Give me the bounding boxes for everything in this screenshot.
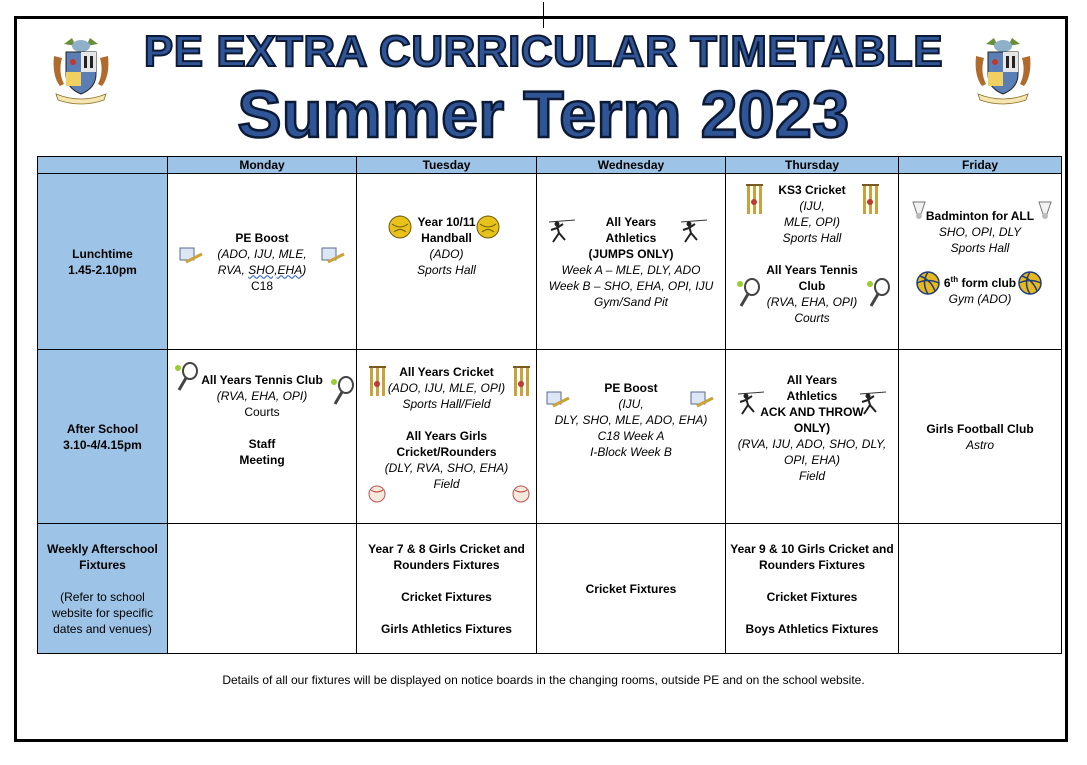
col-friday: Friday <box>899 157 1062 174</box>
cricket-stumps-icon <box>860 182 880 216</box>
venue-week-b: I-Block Week B <box>590 445 672 459</box>
cricket-stumps-icon <box>744 182 764 216</box>
venue: C18 <box>250 278 273 293</box>
col-wednesday: Wednesday <box>537 157 726 174</box>
venue: Sports Hall <box>782 231 842 245</box>
cell-after-tuesday <box>357 350 537 524</box>
activity-title-cont: Athletics <box>786 389 838 403</box>
staff-list: (ADO, IJU, MLE, OPI) <box>387 381 506 395</box>
activity-note: (JUMPS ONLY) <box>588 247 674 261</box>
row-time: 1.45-2.10pm <box>68 262 137 277</box>
cell-fixtures-monday <box>168 524 357 654</box>
cell-lunch-thursday <box>726 174 899 350</box>
javelin-thrower-icon <box>547 218 577 244</box>
row-label: After School <box>66 421 139 436</box>
staff-list: (ADO) <box>429 247 464 261</box>
venue: Gym/Sand Pit <box>593 295 669 309</box>
activity-note: ACK AND THROW <box>760 405 864 419</box>
cell-fixtures-tuesday <box>357 524 537 654</box>
activity-title: Badminton for ALL <box>925 209 1035 223</box>
tennis-racket-icon <box>736 278 762 308</box>
venue: Sports Hall <box>950 241 1010 255</box>
col-tuesday: Tuesday <box>357 157 537 174</box>
activity-title: All Years <box>605 215 657 229</box>
javelin-thrower-icon <box>679 218 709 244</box>
cell-lunch-wednesday <box>537 174 726 350</box>
row-after-school <box>38 350 1062 524</box>
rounders-ball-icon <box>367 484 387 504</box>
staff-list: SHO, OPI, DLY <box>938 225 1022 239</box>
week-b-staff: Week B – SHO, EHA, OPI, IJU <box>548 279 714 293</box>
col-thursday: Thursday <box>726 157 899 174</box>
spacer <box>361 573 532 589</box>
cell-fixtures-thursday <box>726 524 899 654</box>
footer-note: Details of all our fixtures will be displayed on notice boards in the changing rooms, outside PE and on the school website. <box>222 673 865 687</box>
row-label-fixtures <box>38 524 168 654</box>
shuttlecock-icon <box>909 200 929 220</box>
venue: Field <box>798 469 825 483</box>
cell-lunch-tuesday <box>357 174 537 350</box>
fixtures-note-end: dates and venues) <box>53 621 152 636</box>
staff-list: (RVA, EHA, OPI) <box>766 295 858 309</box>
cell-lunch-friday <box>899 174 1062 350</box>
row-time: 3.10-4/4.15pm <box>63 437 142 452</box>
fixture-item-cont: Rounders Fixtures <box>758 557 866 572</box>
cricket-stumps-icon <box>511 364 531 398</box>
fixture-item: Year 7 & 8 Girls Cricket and <box>368 541 525 556</box>
staff-list: (DLY, RVA, SHO, EHA) <box>384 461 509 475</box>
fixture-item: Cricket Fixtures <box>766 589 858 604</box>
venue: Sports Hall <box>417 263 476 277</box>
activity-title-cont: Handball <box>421 231 472 245</box>
handball-icon <box>475 214 501 240</box>
handball-icon <box>387 214 413 240</box>
page-title: PE EXTRA CURRICULAR TIMETABLE <box>143 27 944 76</box>
volleyball-icon <box>1017 270 1043 296</box>
week-a-staff: Week A – MLE, DLY, ADO <box>561 263 701 277</box>
venue: Sports Hall/Field <box>402 397 491 411</box>
activity-title: All Years Tennis <box>766 263 858 277</box>
activity-title-cont: Cricket/Rounders <box>396 445 497 459</box>
col-monday: Monday <box>168 157 357 174</box>
activity-title: Girls Football Club <box>926 421 1034 436</box>
activity-title: All Years Girls <box>405 429 488 443</box>
activity-title: PE Boost <box>604 381 658 395</box>
tennis-racket-icon <box>866 278 892 308</box>
form-club-label: form club <box>958 276 1017 290</box>
row-label-lunchtime <box>38 174 168 350</box>
row-label-cont: Fixtures <box>79 557 126 572</box>
javelin-thrower-icon <box>858 390 888 416</box>
activity-title-cont: Club <box>798 279 826 293</box>
fixture-item: Cricket Fixtures <box>401 589 492 604</box>
activity-title: All Years Tennis Club <box>201 373 323 387</box>
cell-after-thursday <box>726 350 899 524</box>
venue: Astro <box>965 437 994 452</box>
staff-list: (RVA, IJU, ADO, SHO, DLY, <box>737 437 887 451</box>
text-cursor <box>543 2 544 28</box>
fixture-item: Year 9 & 10 Girls Cricket and <box>730 541 894 556</box>
javelin-thrower-icon <box>736 390 766 416</box>
staff-list: (RVA, EHA, OPI) <box>216 389 308 403</box>
fixtures-note-cont: website for specific <box>51 605 154 620</box>
ordinal-suffix: th <box>950 275 959 284</box>
activity-title: All Years Cricket <box>399 365 494 379</box>
activity-title: PE Boost <box>235 230 289 245</box>
fixture-item: Cricket Fixtures <box>585 581 677 596</box>
pencil-icon <box>689 384 715 410</box>
spacer <box>361 412 532 428</box>
cell-fixtures-friday <box>899 524 1062 654</box>
activity-title: Year 10/11 <box>417 215 476 229</box>
activity-title: KS3 Cricket <box>778 183 846 197</box>
spacer <box>730 605 894 621</box>
header-row <box>38 157 1062 174</box>
fixture-item: Boys Athletics Fixtures <box>745 621 879 636</box>
venue: Courts <box>244 405 280 419</box>
venue: Gym (ADO) <box>948 292 1012 306</box>
staff-meeting-cont: Meeting <box>239 453 285 467</box>
row-label: Weekly Afterschool <box>47 541 158 556</box>
shuttlecock-icon <box>1035 200 1055 220</box>
activity-note-cont: ONLY) <box>793 421 831 435</box>
spacer <box>42 573 163 589</box>
row-label: Lunchtime <box>72 246 133 261</box>
cell-fixtures-wednesday <box>537 524 726 654</box>
row-lunchtime <box>38 174 1062 350</box>
cell-after-monday <box>168 350 357 524</box>
staff-list-cont: DLY, SHO, MLE, ADO, EHA) <box>554 413 708 427</box>
staff-a: RVA, <box>217 262 249 277</box>
corner-cell <box>38 157 168 174</box>
pencil-icon <box>178 240 204 266</box>
timetable <box>37 156 1062 654</box>
rounders-ball-icon <box>511 484 531 504</box>
activity-title: All Years <box>786 373 838 387</box>
page-subtitle: Summer Term 2023 <box>237 77 850 151</box>
tennis-racket-icon <box>174 362 200 392</box>
venue: Field <box>433 477 460 491</box>
pencil-icon <box>545 384 571 410</box>
staff-b: SHO,EHA <box>248 262 303 277</box>
tennis-racket-icon <box>330 376 356 406</box>
spacer <box>361 605 532 621</box>
cell-lunch-monday <box>168 174 357 350</box>
cricket-stumps-icon <box>367 364 387 398</box>
cell-after-friday <box>899 350 1062 524</box>
staff-c: ) <box>302 262 307 277</box>
spacer <box>172 420 352 436</box>
venue-week-a: C18 Week A <box>597 429 665 443</box>
staff-meeting: Staff <box>248 437 276 451</box>
fixtures-note: (Refer to school <box>60 589 145 604</box>
venue: Courts <box>794 311 830 325</box>
staff-list-cont: OPI, EHA) <box>783 453 840 467</box>
activity-title-cont: Athletics <box>605 231 657 245</box>
pencil-icon <box>320 240 346 266</box>
fixture-item-cont: Rounders Fixtures <box>393 557 500 572</box>
staff-list-cont: MLE, OPI) <box>783 215 840 229</box>
row-label-after-school <box>38 350 168 524</box>
spacer <box>730 573 894 589</box>
form-number: 6 <box>943 276 951 290</box>
cell-after-wednesday <box>537 350 726 524</box>
staff-list: (IJU, <box>799 199 825 213</box>
row-fixtures <box>38 524 1062 654</box>
staff-list: (ADO, IJU, MLE, <box>217 246 307 261</box>
volleyball-icon <box>915 270 941 296</box>
staff-list: (IJU, <box>618 397 644 411</box>
spacer <box>730 246 894 262</box>
fixture-item: Girls Athletics Fixtures <box>381 621 512 636</box>
